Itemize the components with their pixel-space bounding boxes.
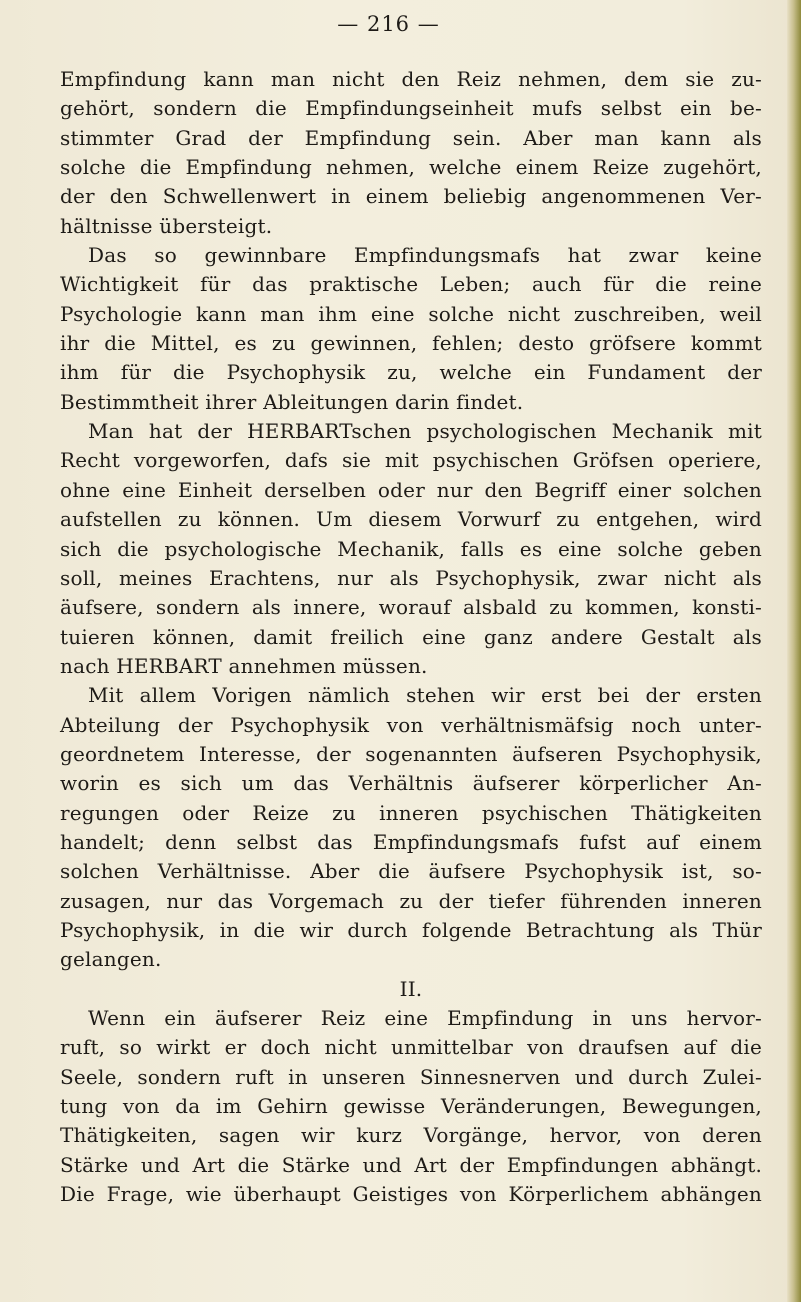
text-line: ihr die Mittel, es zu gewinnen, fehlen; desto gröfsere kommt	[60, 331, 762, 356]
text-line: Wenn ein äufserer Reiz eine Empfindung in uns hervor-	[88, 1006, 762, 1030]
text-line: ohne eine Einheit derselben oder nur den Begriff einer solchen	[60, 477, 762, 502]
text-line: geordnetem Interesse, der sogenannten äufseren Psychophysik,	[60, 741, 762, 766]
text-line: Recht vorgeworfen, dafs sie mit psychischen Gröfsen operiere,	[60, 448, 762, 473]
text-line: Bestimmtheit ihrer Ableitungen darin findet.	[60, 389, 524, 414]
text-line: Das so gewinnbare Empfindungsmafs hat zwar keine	[88, 243, 762, 268]
text-line: Psychophysik, in die wir durch folgende Betrachtung als Thür	[60, 917, 762, 942]
text-line: tuieren können, damit freilich eine ganz andere Gestalt als	[60, 624, 762, 649]
text-line: Mit allem Vorigen nämlich stehen wir erst bei der ersten	[88, 683, 762, 708]
text-line: der den Schwellenwert in einem beliebig angenommenen Ver-	[60, 184, 762, 209]
page-edge-shadow	[787, 0, 801, 1302]
text-line: handelt; denn selbst das Empfindungsmafs fufst auf einem	[60, 829, 762, 854]
text-line: Abteilung der Psychophysik von verhältnismäfsig noch unter-	[60, 712, 762, 737]
section-heading: II.	[399, 976, 423, 1001]
text-line: worin es sich um das Verhältnis äufserer körperlicher An-	[60, 771, 762, 796]
text-line: Stärke und Art die Stärke und Art der Empfindungen abhängt.	[60, 1152, 762, 1177]
body-text	[60, 65, 762, 1209]
text-line: Thätigkeiten, sagen wir kurz Vorgänge, hervor, von deren	[60, 1123, 762, 1148]
text-line: nach HERBART annehmen müssen.	[60, 653, 428, 678]
text-line: gehört, sondern die Empfindungseinheit mufs selbst ein be-	[60, 96, 762, 121]
text-line: Die Frage, wie überhaupt Geistiges von Körperlichem abhängen	[60, 1182, 762, 1207]
text-line: sich die psychologische Mechanik, falls es eine solche geben	[60, 536, 762, 561]
text-line: Seele, sondern ruft in unseren Sinnesnerven und durch Zulei-	[60, 1064, 762, 1089]
text-line: zusagen, nur das Vorgemach zu der tiefer führenden inneren	[60, 888, 762, 913]
text-line: gelangen.	[60, 947, 162, 972]
text-line: soll, meines Erachtens, nur als Psychophysik, zwar nicht als	[60, 565, 762, 590]
text-line: aufstellen zu können. Um diesem Vorwurf zu entgehen, wird	[60, 507, 762, 532]
text-line: Psychologie kann man ihm eine solche nicht zuschreiben, weil	[60, 301, 762, 326]
text-line: äufsere, sondern als innere, worauf alsbald zu kommen, konsti-	[60, 595, 762, 620]
page-number: — 216 —	[337, 12, 440, 36]
text-line: hältnisse übersteigt.	[60, 213, 273, 238]
text-line: ihm für die Psychophysik zu, welche ein Fundament der	[60, 360, 762, 385]
text-line: Empfindung kann man nicht den Reiz nehmen, dem sie zu-	[60, 67, 762, 91]
text-line: solche die Empfindung nehmen, welche einem Reize zugehört,	[60, 155, 762, 180]
text-line: Man hat der HERBARTschen psychologischen Mechanik mit	[88, 419, 762, 444]
text-line: stimmter Grad der Empfindung sein. Aber man kann als	[60, 125, 762, 150]
text-line: solchen Verhältnisse. Aber die äufsere Psychophysik ist, so-	[60, 859, 762, 884]
text-line: regungen oder Reize zu inneren psychischen Thätigkeiten	[60, 800, 762, 825]
text-line: tung von da im Gehirn gewisse Veränderungen, Bewegungen,	[60, 1094, 762, 1119]
text-line: Wichtigkeit für das praktische Leben; auch für die reine	[60, 272, 762, 297]
text-line: ruft, so wirkt er doch nicht unmittelbar von draufsen auf die	[60, 1035, 762, 1060]
